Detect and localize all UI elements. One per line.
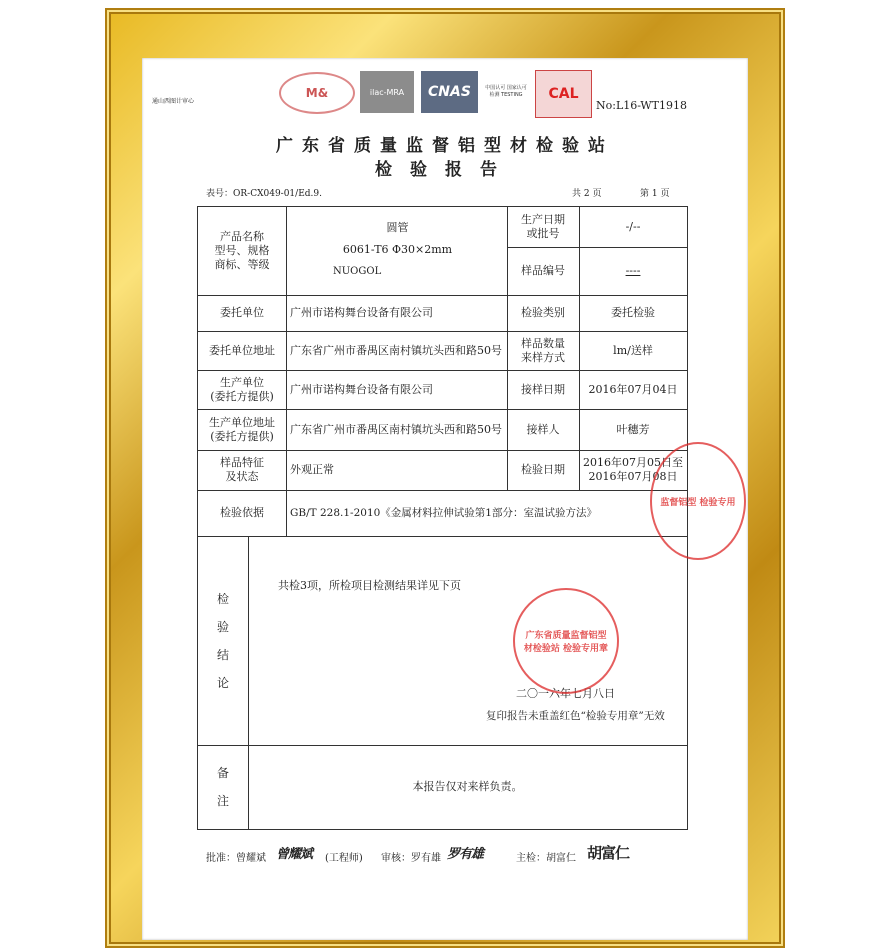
product-model: 6061-T6 Φ30×2mm <box>342 243 453 256</box>
sample-quantity-value: lm/送样 <box>613 343 653 357</box>
client-address-value: 广东省广州市番禺区南村镇坑头西和路50号 <box>290 343 502 357</box>
remarks-label: 备 注 <box>216 766 229 808</box>
approver-title: (工程师) <box>325 853 363 864</box>
conclusion-date: 二〇一六年七月八日 <box>516 687 615 700</box>
top-left-note: 通山西图计审心 <box>152 98 195 105</box>
client-address-label: 委托单位地址 <box>209 343 275 357</box>
sample-state-label: 样品特征 及状态 <box>220 456 264 483</box>
receiver-label: 接样人 <box>526 422 560 436</box>
test-date-label: 检验日期 <box>521 463 565 476</box>
ma-logo: M& <box>279 72 355 114</box>
report-number: No:L16-WT1918 <box>596 99 688 112</box>
producer-address-label: 生产单位地址 (委托方提供) <box>209 415 275 443</box>
approver-signature: 曾耀斌 <box>276 847 313 862</box>
test-basis-label: 检验依据 <box>220 506 264 519</box>
cnas-logo: CNAS <box>421 71 478 113</box>
sample-quantity-label: 样品数量 来样方式 <box>521 336 565 364</box>
production-date-label: 生产日期 或批号 <box>521 213 565 240</box>
sample-state-value: 外观正常 <box>290 463 334 476</box>
copy-validity-note: 复印报告未重盖红色“检验专用章”无效 <box>486 710 665 722</box>
total-pages: 共 2 页 <box>572 189 602 199</box>
product-label: 产品名称 型号、规格 商标、等级 <box>214 230 270 271</box>
test-basis-value: GB/T 228.1-2010《金属材料拉伸试验第1部分：室温试验方法》 <box>290 507 597 519</box>
conclusion-label: 检 验 结 论 <box>216 591 229 690</box>
receive-date-value: 2016年07月04日 <box>588 382 678 396</box>
receive-date-label: 接样日期 <box>521 382 565 396</box>
testing-logo: 中国认可 国家认可 检测 TESTING <box>485 85 527 98</box>
producer-address-value: 广东省广州市番禺区南村镇坑头西和路50号 <box>290 422 502 436</box>
reviewer-label: 审核：罗有雄 <box>381 853 441 864</box>
reviewer-signature: 罗有雄 <box>447 847 484 862</box>
report-table <box>197 206 688 830</box>
production-date-value: -/-- <box>625 220 641 233</box>
remarks-text: 本报告仅对来样负责。 <box>412 780 523 793</box>
chief-inspector-signature: 胡富仁 <box>587 844 630 862</box>
conclusion-text: 共检3项，所检项目检测结果详见下页 <box>278 579 461 592</box>
producer-value: 广州市诺构舞台设备有限公司 <box>290 382 433 396</box>
test-date-value: 2016年07月05日至 2016年07月08日 <box>583 456 683 483</box>
client-label: 委托单位 <box>220 306 264 319</box>
ilac-mra-logo: ilac-MRA <box>360 71 414 113</box>
approver-label: 批准：曾耀斌 <box>206 853 266 864</box>
test-type-value: 委托检验 <box>611 306 655 319</box>
product-brand: NUOGOL <box>333 266 382 277</box>
page-number: 第 1 页 <box>640 189 670 199</box>
sample-number-label: 样品编号 <box>521 264 565 277</box>
product-name: 圆管 <box>386 221 409 234</box>
chief-inspector-label: 主检：胡富仁 <box>516 853 576 864</box>
side-red-seal: 监督铝型 检验专用 <box>650 442 746 560</box>
producer-label: 生产单位 (委托方提供) <box>210 375 274 403</box>
client-value: 广州市诺构舞台设备有限公司 <box>290 306 433 319</box>
cal-logo: CAL <box>535 70 592 118</box>
institute-title: 广东省质量监督铝型材检验站 <box>276 136 614 156</box>
official-red-seal: 广东省质量监督铝型材检验站 检验专用章 <box>513 588 619 694</box>
form-number: 表号：OR-CX049-01/Ed.9. <box>206 189 322 199</box>
sample-number-value: ---- <box>625 264 641 277</box>
receiver-value: 叶穗芳 <box>616 422 650 436</box>
test-type-label: 检验类别 <box>521 306 565 319</box>
report-title: 检验报告 <box>375 160 515 180</box>
